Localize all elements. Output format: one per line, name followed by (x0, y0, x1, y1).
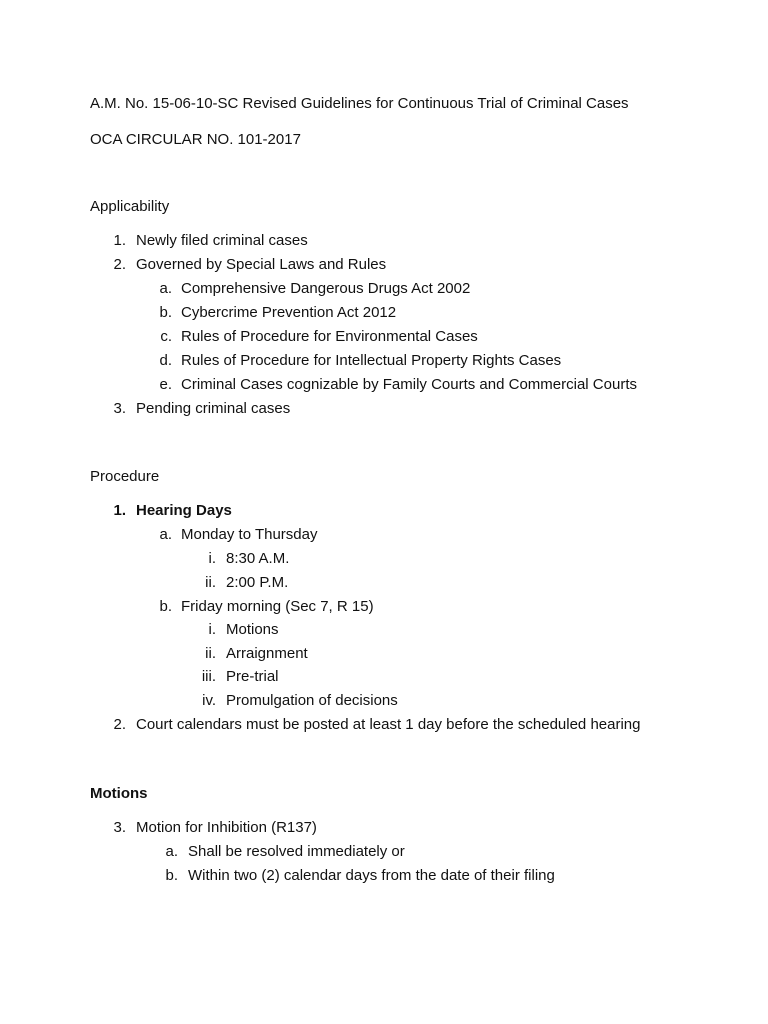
list-item: Hearing Days (136, 502, 232, 519)
list-item: Pending criminal cases (136, 400, 291, 417)
list-marker: ii. (205, 645, 216, 662)
list-marker: a. (159, 280, 172, 297)
list-marker: c. (160, 328, 172, 345)
procedure-heading: Procedure (90, 468, 160, 485)
list-marker: iv. (202, 692, 216, 709)
list-item: Motions (226, 621, 279, 638)
list-item: Governed by Special Laws and Rules (136, 256, 387, 273)
list-item: Motion for Inhibition (R137) (136, 819, 317, 836)
list-item: Monday to Thursday (181, 526, 318, 543)
list-marker: d. (159, 352, 172, 369)
list-marker: 2. (113, 256, 126, 273)
list-item: Pre-trial (226, 668, 279, 685)
list-item: Rules of Procedure for Intellectual Property Rights Cases (181, 352, 562, 369)
list-marker: b. (165, 867, 178, 884)
list-item: 2:00 P.M. (226, 574, 289, 591)
list-item: Friday morning (Sec 7, R 15) (181, 598, 374, 615)
list-marker: 3. (113, 400, 126, 417)
list-item: Cybercrime Prevention Act 2012 (181, 304, 397, 321)
list-marker: iii. (201, 668, 216, 685)
list-marker: a. (159, 526, 172, 543)
list-marker: 1. (113, 232, 126, 249)
motions-heading: Motions (90, 785, 148, 802)
list-marker: ii. (205, 574, 216, 591)
list-item: 8:30 A.M. (226, 550, 290, 567)
list-item: Court calendars must be posted at least 1 day before the scheduled hearing (136, 716, 641, 733)
list-marker: i. (208, 621, 216, 638)
list-marker: b. (159, 598, 172, 615)
list-item: Within two (2) calendar days from the date of their filing (188, 867, 555, 884)
list-item: Criminal Cases cognizable by Family Courts and Commercial Courts (181, 376, 637, 393)
list-item: Shall be resolved immediately or (188, 843, 405, 860)
list-marker: e. (159, 376, 172, 393)
list-item: Promulgation of decisions (226, 692, 398, 709)
applicability-heading: Applicability (90, 198, 170, 215)
list-item: Arraignment (226, 645, 308, 662)
list-item: Comprehensive Dangerous Drugs Act 2002 (181, 280, 471, 297)
list-item: Newly filed criminal cases (136, 232, 308, 249)
list-marker: 1. (113, 502, 126, 519)
list-marker: 3. (113, 819, 126, 836)
list-marker: i. (208, 550, 216, 567)
list-marker: b. (159, 304, 172, 321)
list-item: Rules of Procedure for Environmental Cases (181, 328, 478, 345)
circular-number: OCA CIRCULAR NO. 101-2017 (90, 131, 301, 148)
list-marker: a. (165, 843, 178, 860)
document-title: A.M. No. 15-06-10-SC Revised Guidelines for Continuous Trial of Criminal Cases (90, 95, 629, 112)
list-marker: 2. (113, 716, 126, 733)
